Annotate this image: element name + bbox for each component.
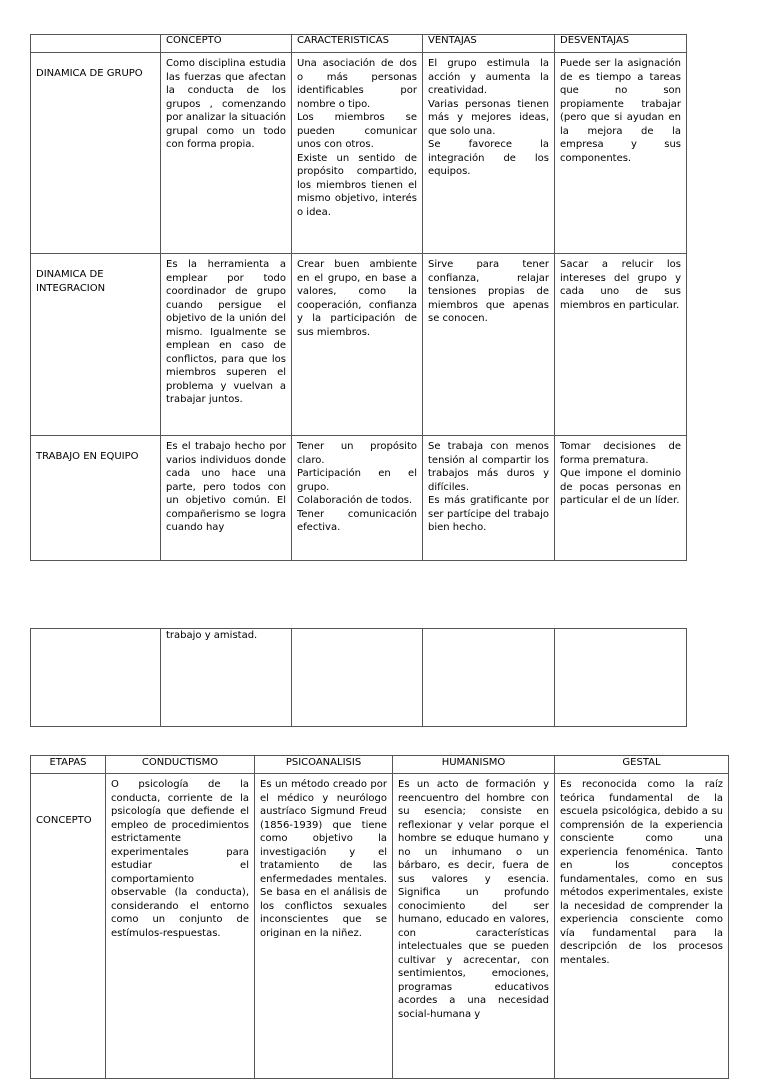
table-row <box>31 774 729 1079</box>
concepto-cell: Es la herramienta a emplear por todo coordinador de grupo cuando persigue el objetivo de la unión del mismo. Igualmente se emplean en caso de conflictos, para que los miembros superen el problema y vuelvan a trabajar juntos. <box>161 254 292 436</box>
list-item: Se trabaja con menos tensión al compartir los trabajos más duros y difíciles. <box>428 441 549 493</box>
list-item: Los miembros se pueden comunicar unos con otros. <box>297 112 417 150</box>
list-item: Se favorece la integración de los equipos. <box>428 139 549 177</box>
list-item: Participación en el grupo. <box>297 468 417 493</box>
row-label-dinamica-integracion: DINAMICA DE INTEGRACION <box>31 254 161 436</box>
ventajas-cell <box>423 254 555 436</box>
list-item: Tener comunicación efectiva. <box>297 508 417 533</box>
list-item: Puede ser la asignación de es tiempo a tareas que no son propiamente trabajar (pero que si ayudan en la mejora de la empresa y sus componentes. <box>560 58 681 164</box>
list-item: Colaboración de todos. <box>297 495 413 506</box>
concepto-cell: Es el trabajo hecho por varios individuos donde cada uno hace una parte, pero todos con un objetivo común. El compañerismo se logra cuando hay <box>161 436 292 561</box>
ventajas-cell <box>423 53 555 254</box>
header-cell-empty <box>31 35 161 53</box>
empty-cell <box>555 629 687 727</box>
table-row <box>31 629 687 727</box>
list-item: Sacar a relucir los intereses del grupo y cada uno de sus miembros en particular. <box>560 259 681 311</box>
list-item: Sirve para tener confianza, relajar tensiones propias de miembros que apenas se conocen. <box>428 259 549 324</box>
table-header-row <box>31 35 687 53</box>
ventajas-cell <box>423 436 555 561</box>
table-row <box>31 254 687 436</box>
table-row <box>31 53 687 254</box>
caracteristicas-cell <box>292 254 423 436</box>
humanismo-cell: Es un acto de formación y reencuentro del hombre con su esencia; consiste en reflexionar y velar porque el hombre se eduque humano y no un inhumano o un bárbaro, es decir, fuera de sus valores y esencia. Significa un profundo conocimiento del ser humano, educado en valores, con características intelectuales que se pueden cultivar y acrecentar, con sentimientos, emociones, programas educativos acordes a una necesidad social-humana y <box>393 774 555 1079</box>
empty-cell <box>423 629 555 727</box>
empty-cell <box>31 629 161 727</box>
desventajas-cell <box>555 254 687 436</box>
list-item: Es más gratificante por ser partícipe del trabajo bien hecho. <box>428 495 549 533</box>
list-item: El grupo estimula la acción y aumenta la creatividad. <box>428 58 549 96</box>
header-gestal: GESTAL <box>555 756 729 774</box>
list-item: Tener un propósito claro. <box>297 441 417 466</box>
desventajas-cell <box>555 53 687 254</box>
comparison-table-dynamics <box>30 34 687 561</box>
header-ventajas: VENTAJAS <box>423 35 555 53</box>
table-header-row <box>31 756 729 774</box>
row-label-dinamica-grupo: DINAMICA DE GRUPO <box>31 53 161 254</box>
gestal-cell: Es reconocida como la raíz teórica fundamental de la escuela psicológica, debido a su comprensión de la experiencia consciente como una experiencia fenoménica. Tanto en los conceptos fundamentales, como en sus métodos experimentales, existe la necesidad de comprender la experiencia consciente como vía fundamental para la descripción de los procesos mentales. <box>555 774 729 1079</box>
header-conductismo: CONDUCTISMO <box>106 756 255 774</box>
row-label-concepto: CONCEPTO <box>31 774 106 1079</box>
list-item: Crear buen ambiente en el grupo, en base a valores, como la cooperación, confianza y la participación de sus miembros. <box>297 259 417 338</box>
header-psicoanalisis: PSICOANALISIS <box>255 756 393 774</box>
header-caracteristicas: CARACTERISTICAS <box>292 35 423 53</box>
list-item: Tomar decisiones de forma prematura. <box>560 441 681 466</box>
header-humanismo: HUMANISMO <box>393 756 555 774</box>
list-item: Que impone el dominio de pocas personas en particular el de un líder. <box>560 468 681 506</box>
list-item: Existe un sentido de propósito compartido, los miembros tienen el mismo objetivo, interés o idea. <box>297 152 417 218</box>
concepto-cell: Como disciplina estudia las fuerzas que afectan la conducta de los grupos , comenzando por analizar la situación grupal como un todo con forma propia. <box>161 53 292 254</box>
header-desventajas: DESVENTAJAS <box>555 35 687 53</box>
list-item: Varias personas tienen más y mejores ideas, que solo una. <box>428 98 549 137</box>
conductismo-cell: O psicología de la conducta, corriente de la psicología que defiende el empleo de procedimientos estrictamente experimentales para estudiar el comportamiento observable (la conducta), considerando el entorno como un conjunto de estímulos-respuestas. <box>106 774 255 1079</box>
caracteristicas-cell <box>292 53 423 254</box>
table-row <box>31 436 687 561</box>
header-etapas: ETAPAS <box>31 756 106 774</box>
row-label-trabajo-equipo: TRABAJO EN EQUIPO <box>31 436 161 561</box>
psychology-schools-table <box>30 755 729 1079</box>
continuation-cell: trabajo y amistad. <box>161 629 292 727</box>
list-item: Una asociación de dos o más personas identificables por nombre o tipo. <box>297 58 417 110</box>
desventajas-cell <box>555 436 687 561</box>
header-concepto: CONCEPTO <box>161 35 292 53</box>
continuation-table <box>30 628 687 727</box>
caracteristicas-cell <box>292 436 423 561</box>
empty-cell <box>292 629 423 727</box>
psicoanalisis-cell: Es un método creado por el médico y neurólogo austríaco Sigmund Freud (1856-1939) que tiene como objetivo la investigación y el tratamiento de las enfermedades mentales. Se basa en el análisis de los conflictos sexuales inconscientes que se originan en la niñez. <box>255 774 393 1079</box>
